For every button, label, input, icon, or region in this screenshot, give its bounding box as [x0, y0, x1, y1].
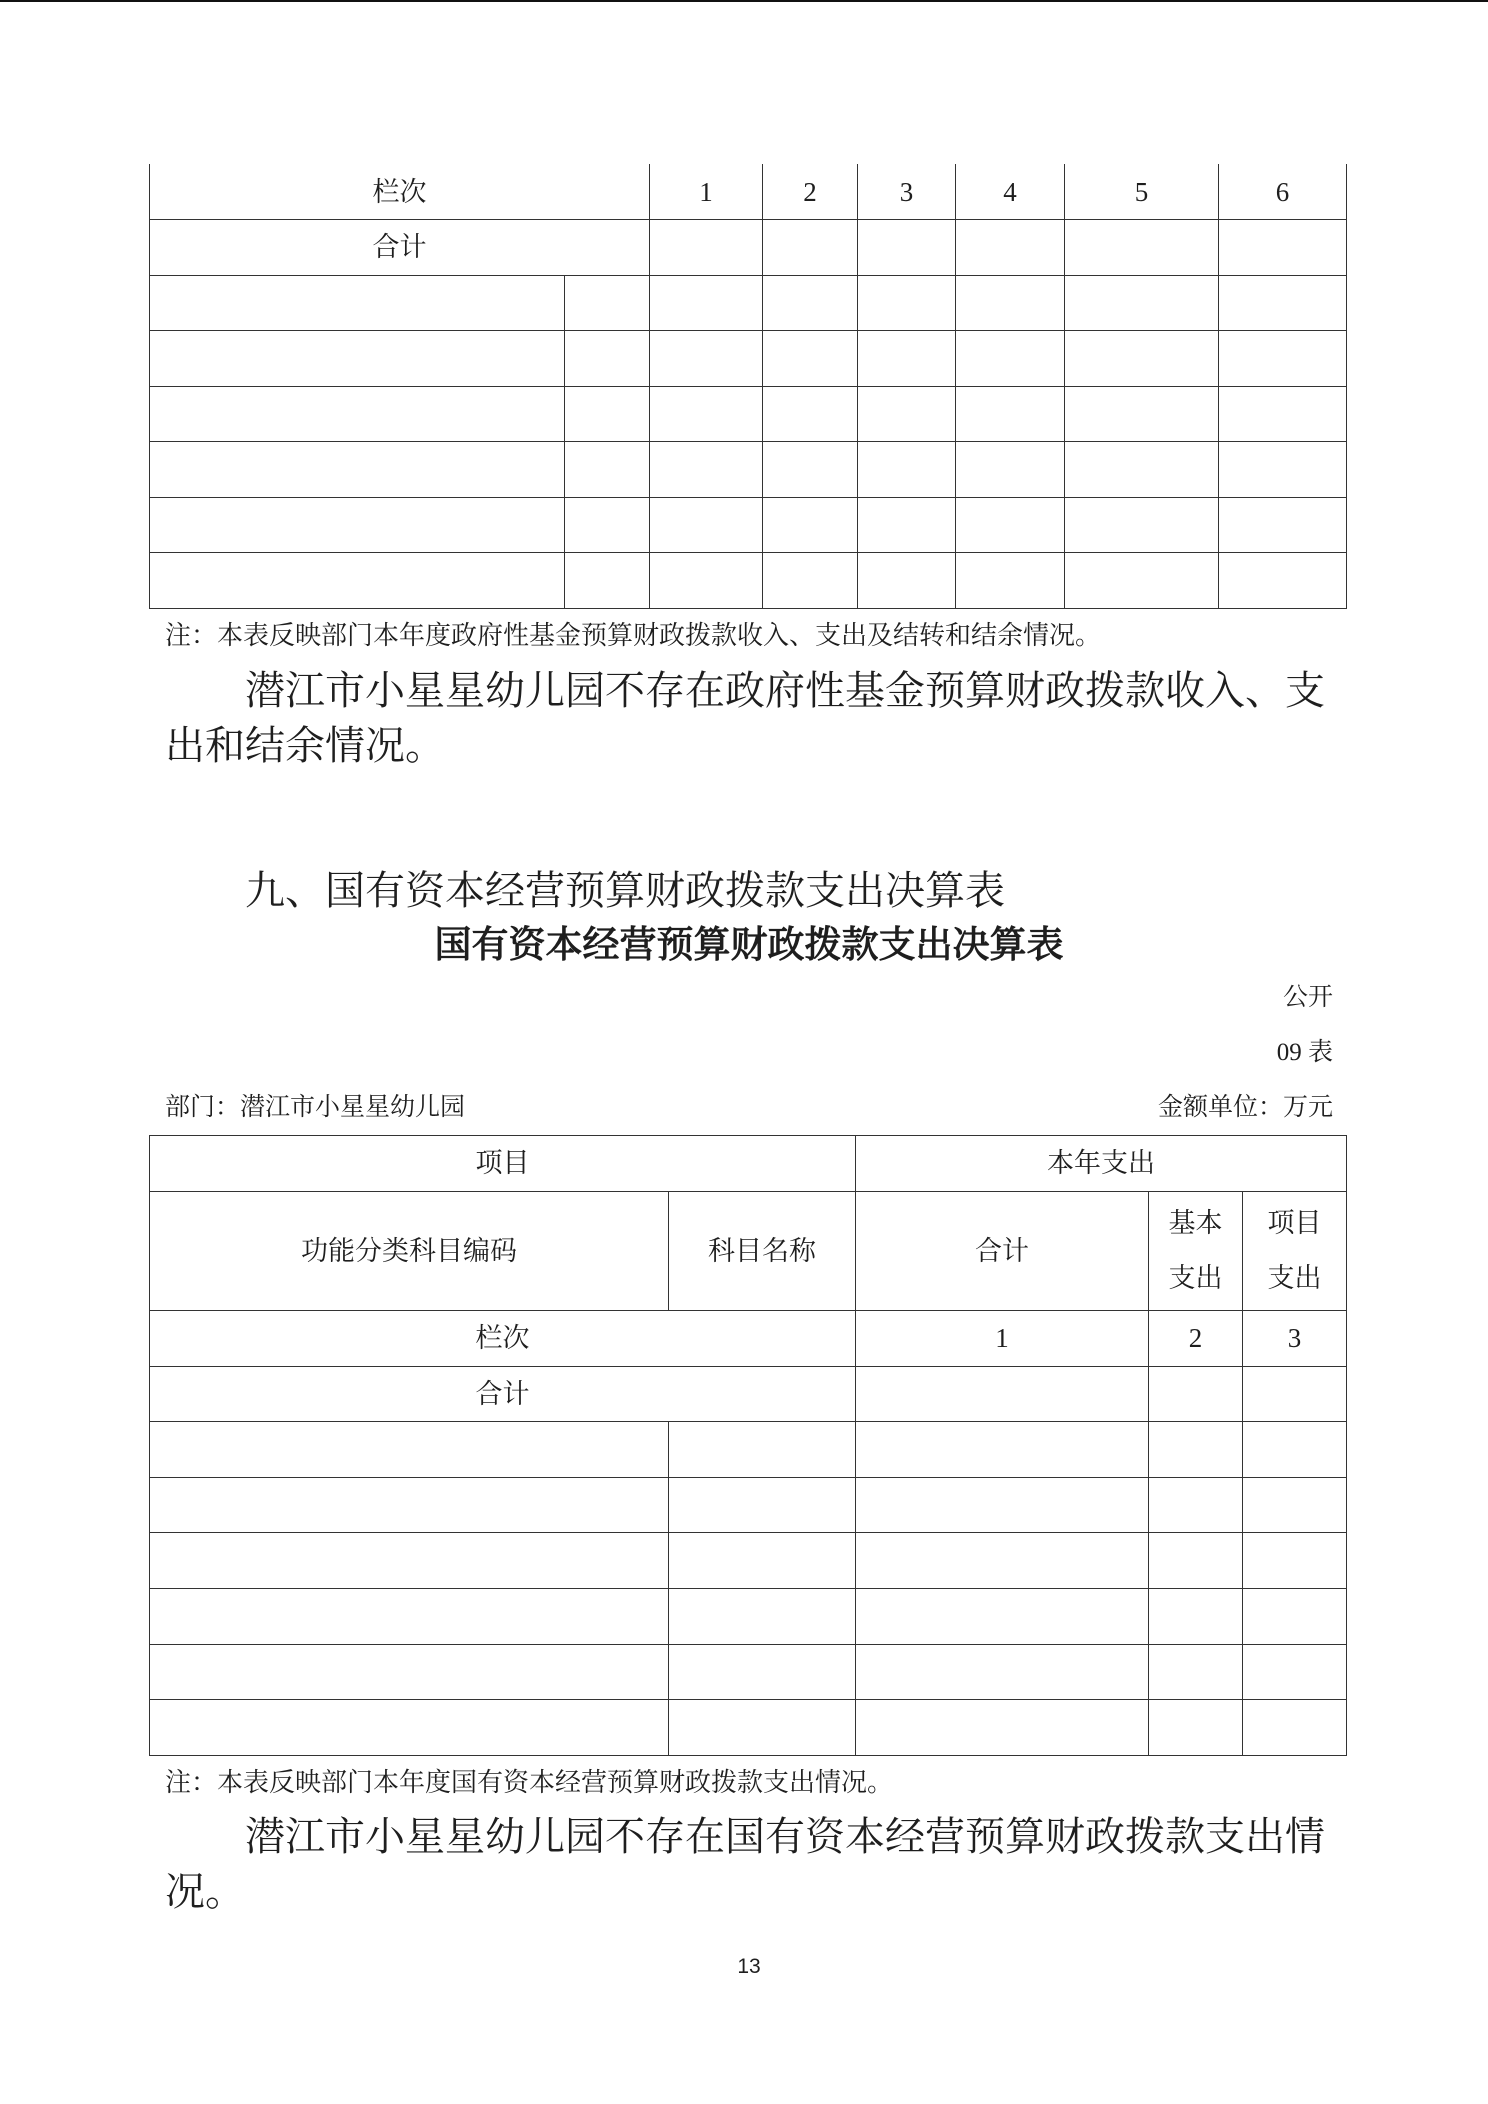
table-cell	[1219, 275, 1347, 331]
total-header: 合计	[856, 1191, 1149, 1310]
table-cell	[1065, 553, 1219, 609]
table-cell	[1149, 1366, 1243, 1422]
table-cell	[1243, 1422, 1347, 1478]
total-row	[150, 220, 1347, 276]
table-cell	[650, 275, 763, 331]
table-cell	[856, 1644, 1149, 1700]
table-cell	[763, 553, 858, 609]
table-cell	[150, 275, 565, 331]
table-cell	[956, 331, 1065, 387]
column-number: 4	[956, 164, 1065, 220]
expenditure-header: 本年支出	[856, 1136, 1347, 1192]
column-number: 3	[858, 164, 956, 220]
table-cell	[1065, 497, 1219, 553]
table-cell	[150, 1644, 669, 1700]
basic-expenditure-header: 基本支出	[1168, 1207, 1223, 1293]
table-cell	[1149, 1422, 1243, 1478]
table-cell	[1149, 1588, 1243, 1644]
table-cell	[1149, 1477, 1243, 1533]
table-cell	[1149, 1644, 1243, 1700]
table-cell	[650, 442, 763, 498]
table-cell	[1149, 1533, 1243, 1589]
table-cell	[150, 386, 565, 442]
table-cell	[1243, 1588, 1347, 1644]
table-cell	[1243, 1533, 1347, 1589]
total-row	[150, 1366, 1347, 1422]
table-row	[150, 1700, 1347, 1756]
name-header: 科目名称	[669, 1191, 856, 1310]
column-number: 1	[650, 164, 763, 220]
table-cell	[956, 553, 1065, 609]
table-cell	[1243, 1644, 1347, 1700]
table-cell	[858, 275, 956, 331]
table-cell	[856, 1588, 1149, 1644]
header-row	[150, 1136, 1347, 1192]
table-cell	[1219, 497, 1347, 553]
item-header: 项目	[150, 1136, 856, 1192]
table-cell	[565, 275, 650, 331]
table-cell	[669, 1477, 856, 1533]
table-cell	[650, 497, 763, 553]
index-row	[150, 1310, 1347, 1366]
table-cell	[1219, 220, 1347, 276]
table-row	[150, 497, 1347, 553]
total-label: 合计	[150, 220, 650, 276]
column-number: 5	[1065, 164, 1219, 220]
table-cell	[856, 1533, 1149, 1589]
table-cell	[1219, 386, 1347, 442]
government-fund-table	[149, 164, 1347, 609]
subheader-row	[150, 1191, 1347, 1310]
table-note: 注：本表反映部门本年度政府性基金预算财政拨款收入、支出及结转和结余情况。	[165, 621, 1102, 650]
total-label: 合计	[150, 1366, 856, 1422]
table-row	[150, 1533, 1347, 1589]
table-number: 09 表	[1276, 1039, 1333, 1066]
table-cell	[650, 220, 763, 276]
table-cell	[1065, 331, 1219, 387]
section-heading: 九、国有资本经营预算财政拨款支出决算表	[245, 868, 1005, 913]
table-row	[150, 553, 1347, 609]
table-cell	[858, 553, 956, 609]
column-number: 2	[1149, 1310, 1243, 1366]
column-number: 6	[1219, 164, 1347, 220]
table-cell	[150, 1588, 669, 1644]
table-cell	[565, 497, 650, 553]
table-cell	[1065, 275, 1219, 331]
table-cell	[565, 553, 650, 609]
table-row	[150, 275, 1347, 331]
table-cell	[1219, 442, 1347, 498]
table-cell	[150, 1700, 669, 1756]
page-number: 13	[737, 1955, 761, 1978]
table-cell	[1243, 1477, 1347, 1533]
table-cell	[858, 497, 956, 553]
table-cell	[956, 220, 1065, 276]
index-label: 栏次	[150, 1310, 856, 1366]
table-cell	[956, 275, 1065, 331]
table-cell	[763, 220, 858, 276]
table-cell	[565, 386, 650, 442]
table-cell	[669, 1644, 856, 1700]
project-expenditure-header: 项目支出	[1267, 1207, 1322, 1293]
table-cell	[1243, 1366, 1347, 1422]
table-cell	[1065, 386, 1219, 442]
table-title: 国有资本经营预算财政拨款支出决算表	[434, 923, 1064, 966]
table-cell	[858, 220, 956, 276]
table-cell	[150, 1477, 669, 1533]
table-cell	[1243, 1700, 1347, 1756]
table-cell	[858, 386, 956, 442]
table-cell	[150, 1533, 669, 1589]
table-cell	[956, 442, 1065, 498]
table-cell	[763, 442, 858, 498]
table-cell	[150, 553, 565, 609]
page-top-rule	[0, 0, 1488, 2]
table-cell	[856, 1477, 1149, 1533]
table-row	[150, 1422, 1347, 1478]
table-cell	[1219, 331, 1347, 387]
table-row	[150, 1644, 1347, 1700]
state-capital-expenditure-table	[149, 1135, 1347, 1756]
table-cell	[565, 331, 650, 387]
department-label: 部门：潜江市小星星幼儿园	[165, 1094, 466, 1121]
table-cell	[1065, 220, 1219, 276]
table-cell	[763, 497, 858, 553]
table-cell	[150, 331, 565, 387]
disclosure-label: 公开	[1282, 984, 1333, 1011]
table-row	[150, 1477, 1347, 1533]
table-row	[150, 442, 1347, 498]
column-number: 1	[856, 1310, 1149, 1366]
table-cell	[763, 386, 858, 442]
table-cell	[858, 442, 956, 498]
table-row	[150, 386, 1347, 442]
table-cell	[856, 1422, 1149, 1478]
table-cell	[1219, 553, 1347, 609]
column-number: 2	[763, 164, 858, 220]
table-cell	[763, 331, 858, 387]
column-number: 3	[1243, 1310, 1347, 1366]
code-header: 功能分类科目编码	[150, 1191, 669, 1310]
basic-expenditure-header-cell	[1149, 1191, 1243, 1310]
table-cell	[956, 497, 1065, 553]
table-row	[150, 1588, 1347, 1644]
table-cell	[150, 497, 565, 553]
table-cell	[565, 442, 650, 498]
table-cell	[856, 1366, 1149, 1422]
table-cell	[669, 1422, 856, 1478]
table-cell	[858, 331, 956, 387]
statement-paragraph: 潜江市小星星幼儿园不存在政府性基金预算财政拨款收入、支出和结余情况。	[165, 668, 1325, 768]
table-cell	[669, 1700, 856, 1756]
project-expenditure-header-cell	[1243, 1191, 1347, 1310]
statement-paragraph: 潜江市小星星幼儿园不存在国有资本经营预算财政拨款支出情况。	[165, 1814, 1325, 1914]
table-cell	[150, 1422, 669, 1478]
table-cell	[150, 442, 565, 498]
table-note: 注：本表反映部门本年度国有资本经营预算财政拨款支出情况。	[165, 1768, 894, 1797]
table-cell	[1065, 442, 1219, 498]
index-row	[150, 164, 1347, 220]
table-cell	[763, 275, 858, 331]
unit-label: 金额单位：万元	[1157, 1094, 1333, 1121]
table-cell	[856, 1700, 1149, 1756]
table-cell	[956, 386, 1065, 442]
table-cell	[669, 1533, 856, 1589]
table-cell	[650, 331, 763, 387]
table-cell	[650, 553, 763, 609]
table-row	[150, 331, 1347, 387]
table-cell	[650, 386, 763, 442]
index-label: 栏次	[150, 164, 650, 220]
table-meta-row	[165, 1092, 1333, 1124]
table-cell	[1149, 1700, 1243, 1756]
table-cell	[669, 1588, 856, 1644]
